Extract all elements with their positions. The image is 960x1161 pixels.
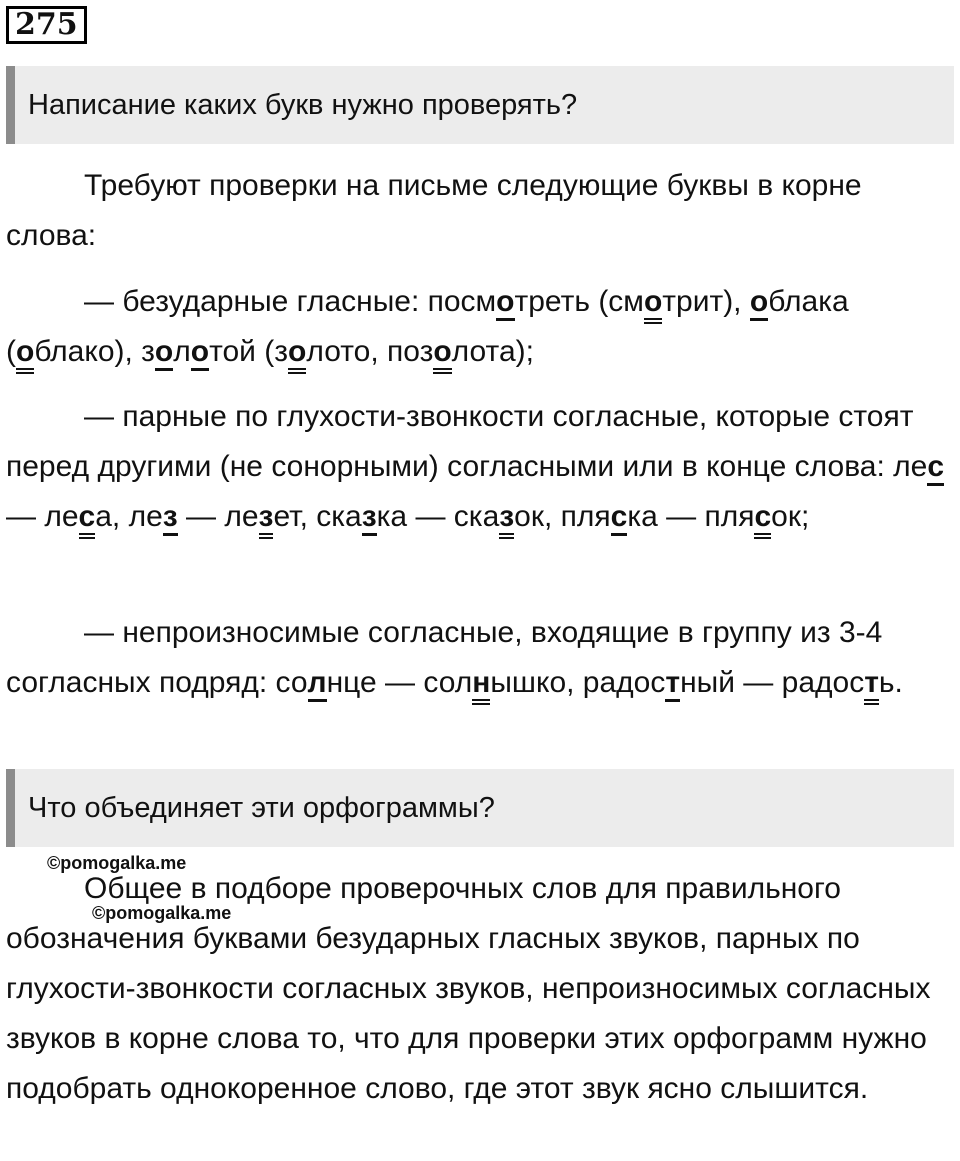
check-letter: т (864, 666, 879, 705)
checked-letter: о (496, 285, 514, 321)
answer-1-item-paired-consonants (6, 392, 954, 542)
check-letter: о (288, 335, 306, 374)
answer-1-item-silent-consonants (6, 608, 954, 708)
exercise-number: 275 (6, 6, 87, 44)
answer-1-item-silent-text: — непроизносимые согласные, входящие в группу из 3-4 согласных подряд: солнце — солнышко, радостный — радость. (6, 616, 903, 705)
answer-1-intro-text: Требуют проверки на письме следующие буквы в корне слова: (6, 169, 862, 252)
check-letter: о (433, 335, 451, 374)
check-letter: з (499, 500, 514, 539)
check-letter: о (644, 285, 662, 324)
checked-letter: т (665, 666, 680, 702)
checked-letter: л (308, 666, 327, 702)
checked-letter: о (155, 335, 173, 371)
check-letter: н (472, 666, 490, 705)
answer-1-item-vowels (6, 277, 954, 377)
checked-letter: о (191, 335, 209, 371)
checked-letter: з (163, 500, 178, 536)
answer-1-item-paired-text: — парные по глухости-звонкости согласные, которые стоят перед другими (не сонорными) согласными или в конце слова: лес — леса, лез — лезет, сказка — сказок, пляска — плясок; (6, 400, 944, 539)
answer-2-text: Общее в подборе проверочных слов для правильного обозначения буквами безударных гласных звуков, парных по глухости-звонкости согласных звуков, непроизносимых согласных звуков в корне слова то, что для проверки этих орфограмм нужно подобрать однокоренное слово, где этот звук ясно слышится. (6, 872, 931, 1105)
checked-letter: о (750, 285, 768, 321)
check-letter: с (79, 500, 96, 539)
question-2-text: Что объединяет эти орфограммы? (28, 792, 495, 824)
watermark: ©pomogalka.me (92, 903, 232, 923)
answer-2 (6, 864, 954, 1114)
question-bar-1 (6, 66, 954, 144)
checked-letter: с (611, 500, 628, 536)
checked-letter: с (927, 450, 944, 486)
check-letter: с (754, 500, 771, 539)
checked-letter: з (362, 500, 377, 536)
question-1-text: Написание каких букв нужно проверять? (28, 89, 578, 121)
check-letter: з (259, 500, 274, 539)
answer-1-intro (6, 161, 954, 261)
watermark: ©pomogalka.me (47, 853, 187, 873)
check-letter: о (16, 335, 34, 374)
answer-1-item-vowels-text: — безударные гласные: посмотреть (смотрит), облака (облако), золотой (золото, позолота); (6, 285, 849, 374)
question-bar-2 (6, 769, 954, 847)
